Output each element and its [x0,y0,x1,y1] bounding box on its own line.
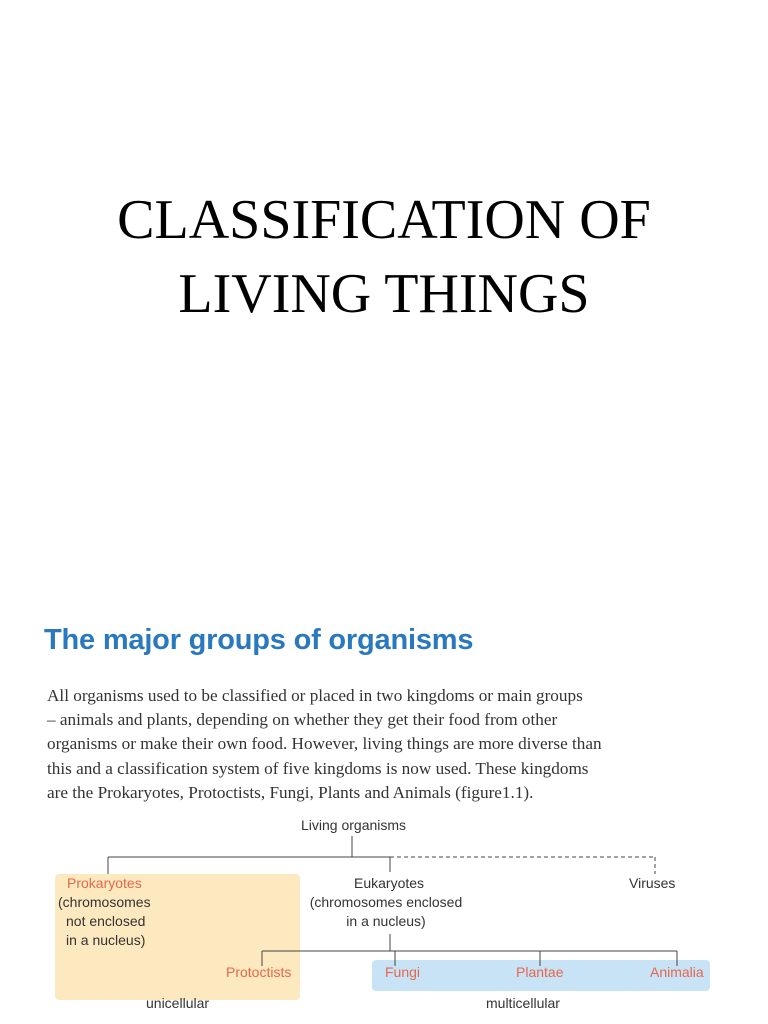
section-heading: The major groups of organisms [44,624,474,656]
eukaryotes-label: Eukaryotes [354,875,425,891]
plantae-label: Plantae [516,964,564,980]
fungi-label: Fungi [385,964,421,980]
prokaryotes-description [58,893,151,950]
slide-title-line-1: CLASSIFICATION OF [117,189,651,251]
classification-diagram [0,810,768,1024]
prokaryotes-label: Prokaryotes [67,875,142,891]
prokaryotes-desc-line: not enclosed [66,913,146,929]
intro-line: – animals and plants, depending on whether they get their food from other [47,710,558,730]
viruses-label: Viruses [629,875,676,891]
prokaryotes-desc-line: in a nucleus) [66,932,146,948]
slide-title-line-2: LIVING THINGS [178,263,590,325]
protoctists-label: Protoctists [226,964,292,980]
root-label: Living organisms [301,817,407,833]
intro-line: are the Prokaryotes, Protoctists, Fungi, Plants and Animals (figure1.1). [47,782,534,802]
intro-line: All organisms used to be classified or placed in two kingdoms or main groups [47,686,583,705]
multicellular-label: multicellular [486,995,560,1011]
animalia-label: Animalia [650,964,704,980]
intro-line: this and a classification system of five kingdoms is now used. These kingdoms [47,758,589,778]
slide-title [0,183,768,331]
prokaryotes-desc-line: (chromosomes [58,894,151,910]
intro-paragraph [47,684,747,805]
intro-line: organisms or make their own food. However, living things are more diverse than [47,734,602,754]
eukaryotes-desc-line: in a nucleus) [346,913,426,929]
unicellular-label: unicellular [146,995,210,1011]
eukaryotes-description [300,893,472,931]
eukaryotes-desc-line: (chromosomes enclosed [309,894,463,910]
